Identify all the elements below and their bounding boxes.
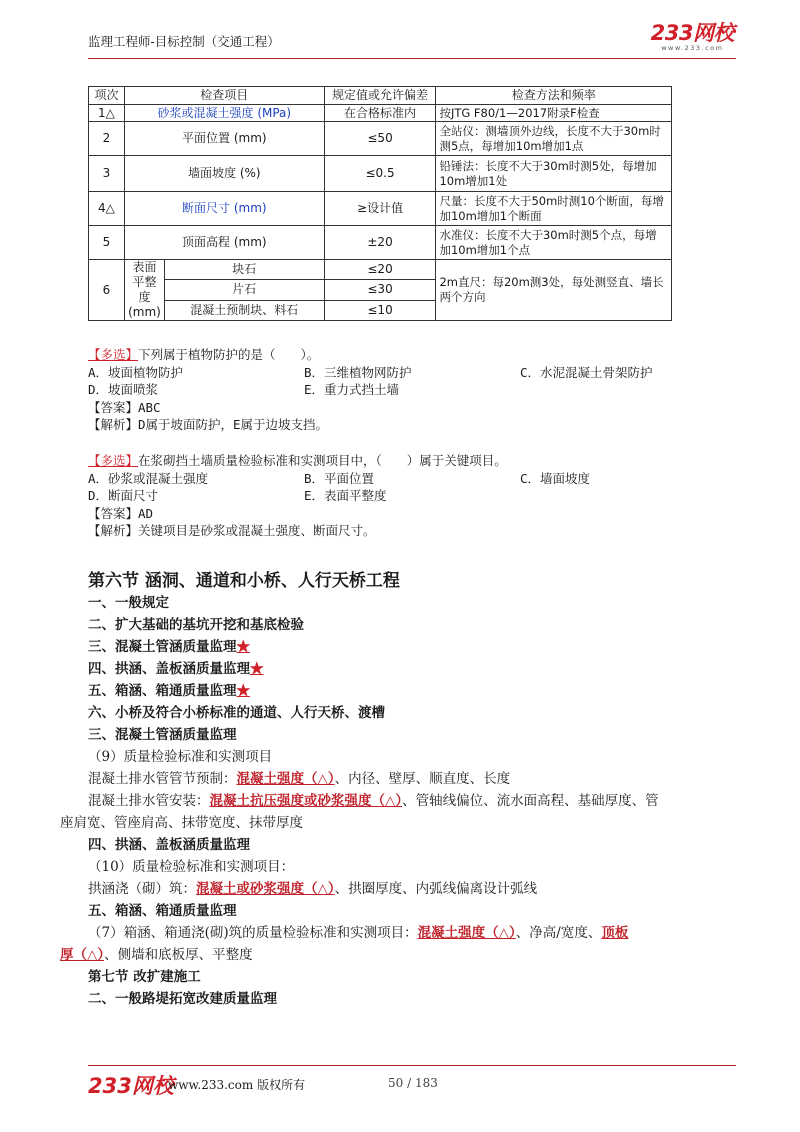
row-number: 2 xyxy=(89,122,125,156)
check-item: 顶面高程 (mm) xyxy=(124,226,324,260)
allowed-value: ≤0.5 xyxy=(324,156,436,192)
paragraph: （7）箱涵、箱通浇(砌)筑的质量检验标准和实测项目：混凝土强度（△）、净高/宽度、顶板 xyxy=(88,925,629,941)
outline-item: 三、混凝土管涵质量监理★ xyxy=(88,639,250,655)
page-header xyxy=(88,20,736,59)
paragraph: 混凝土排水管安装：混凝土抗压强度或砂浆强度（△）、管轴线偏位、流水面高程、基础厚度、管 xyxy=(88,793,659,809)
option-row xyxy=(88,470,736,488)
table-row xyxy=(89,192,672,226)
section-body xyxy=(60,592,748,1010)
question-1 xyxy=(88,346,736,434)
subsection-heading: 五、箱涵、箱通质量监理 xyxy=(88,903,237,919)
table-header: 项次 xyxy=(89,87,125,105)
key-item: 厚（△） xyxy=(60,947,105,963)
check-method: 按JTG F80/1—2017附录F检查 xyxy=(436,105,672,122)
question-stem xyxy=(88,452,736,470)
analysis: 【解析】D属于坡面防护，E属于边坡支挡。 xyxy=(88,417,329,432)
star-icon: ★ xyxy=(236,639,250,655)
allowed-value: ±20 xyxy=(324,226,436,260)
check-method: 水准仪：长度不大于30m时测5个点，每增加10m增加1个点 xyxy=(436,226,672,260)
sub-item: 块石 xyxy=(164,260,324,280)
key-item: 混凝土强度（△） xyxy=(417,925,516,941)
allowed-value: ≤20 xyxy=(324,260,436,280)
paragraph: 座肩宽、管座肩高、抹带宽度、抹带厚度 xyxy=(60,815,303,831)
logo-text: 233网校 xyxy=(650,21,734,45)
section-heading-7: 第七节 改扩建施工 xyxy=(88,969,201,985)
table-header-row xyxy=(89,87,672,105)
table-row xyxy=(89,226,672,260)
footer-copyright: www.233.com 版权所有 xyxy=(168,1078,306,1092)
flatness-group-label: 表面平整度 (mm) xyxy=(124,260,164,321)
row-number: 4△ xyxy=(89,192,125,226)
option-row xyxy=(88,381,736,399)
outline-item: 二、扩大基础的基坑开挖和基底检验 xyxy=(88,617,304,633)
row-number: 5 xyxy=(89,226,125,260)
check-method: 全站仪：测墙顶外边线，长度不大于30m时测5点，每增加10m增加1点 xyxy=(436,122,672,156)
paragraph: （9）质量检验标准和实测项目 xyxy=(88,749,273,765)
question-2 xyxy=(88,452,736,540)
table-row xyxy=(89,122,672,156)
star-icon: ★ xyxy=(236,683,250,699)
option: E．重力式挡土墙 xyxy=(304,382,400,397)
option: D．断面尺寸 xyxy=(88,488,159,503)
answer: 【答案】AD xyxy=(88,505,154,521)
question-text: 在浆砌挡土墙质量检验标准和实测项目中，（ ）属于关键项目。 xyxy=(138,453,507,468)
option: A．砂浆或混凝土强度 xyxy=(88,470,209,486)
table-header: 规定值或允许偏差 xyxy=(324,87,436,105)
option: A．坡面植物防护 xyxy=(88,364,184,380)
answer: 【答案】ABC xyxy=(88,399,161,415)
outline-item: 五、箱涵、箱通质量监理★ xyxy=(88,683,250,699)
check-item: 砂浆或混凝土强度 (MPa) xyxy=(124,105,324,122)
paragraph: 厚（△）、侧墙和底板厚、平整度 xyxy=(60,947,253,963)
outline-item: 二、一般路堤拓宽改建质量监理 xyxy=(88,991,277,1007)
page-footer xyxy=(88,1065,736,1096)
table-header: 检查方法和频率 xyxy=(436,87,672,105)
check-item: 平面位置 (mm) xyxy=(124,122,324,156)
option: E．表面平整度 xyxy=(304,488,387,503)
option: B．平面位置 xyxy=(304,470,375,486)
sub-item: 混凝土预制块、料石 xyxy=(164,300,324,320)
document-title: 监理工程师-目标控制（交通工程） xyxy=(88,34,280,49)
outline-item: 一、一般规定 xyxy=(88,595,169,611)
paragraph: （10）质量检验标准和实测项目： xyxy=(88,859,295,875)
outline-item: 六、小桥及符合小桥标准的通道、人行天桥、渡槽 xyxy=(88,705,385,721)
table-row xyxy=(89,156,672,192)
question-tag: 【多选】 xyxy=(88,453,139,468)
paragraph: 拱涵浇（砌）筑：混凝土或砂浆强度（△）、拱圈厚度、内弧线偏离设计弧线 xyxy=(88,881,538,897)
allowed-value: ≤10 xyxy=(324,300,436,320)
option: C．墙面坡度 xyxy=(520,470,591,486)
star-icon: ★ xyxy=(250,661,264,677)
key-item: 混凝土强度（△） xyxy=(236,771,335,787)
section-heading: 第六节 涵洞、通道和小桥、人行天桥工程 xyxy=(88,571,400,591)
key-item: 顶板 xyxy=(601,925,629,941)
page-number: 50 / 183 xyxy=(388,1076,438,1090)
analysis: 【解析】关键项目是砂浆或混凝土强度、断面尺寸。 xyxy=(88,523,376,538)
row-number: 3 xyxy=(89,156,125,192)
row-number: 1△ xyxy=(89,105,125,122)
check-method: 铅锤法：长度不大于30m时测5处，每增加10m增加1处 xyxy=(436,156,672,192)
sub-item: 片石 xyxy=(164,280,324,300)
key-item: 混凝土抗压强度或砂浆强度（△） xyxy=(209,793,403,809)
table-row xyxy=(89,105,672,122)
question-tag: 【多选】 xyxy=(88,347,139,362)
paragraph: 混凝土排水管管节预制：混凝土强度（△）、内径、壁厚、顺直度、长度 xyxy=(88,771,511,787)
table-row xyxy=(89,260,672,280)
brand-logo xyxy=(651,22,734,52)
check-item: 断面尺寸 (mm) xyxy=(124,192,324,226)
option-row xyxy=(88,364,736,382)
logo-subtext: www.233.com xyxy=(661,44,724,52)
footer-logo: 233网校 xyxy=(88,1074,174,1098)
subsection-heading: 四、拱涵、盖板涵质量监理 xyxy=(88,837,250,853)
table-header: 检查项目 xyxy=(124,87,324,105)
option: C．水泥混凝土骨架防护 xyxy=(520,364,653,380)
option-row xyxy=(88,487,736,505)
check-method: 2m直尺：每20m测3处，每处测竖直、墙长两个方向 xyxy=(436,260,672,321)
allowed-value: ≤30 xyxy=(324,280,436,300)
option: B．三维植物网防护 xyxy=(304,364,412,380)
allowed-value: ≤50 xyxy=(324,122,436,156)
question-stem xyxy=(88,346,736,364)
row-number: 6 xyxy=(89,260,125,321)
check-item: 墙面坡度 (%) xyxy=(124,156,324,192)
option: D．坡面喷浆 xyxy=(88,382,159,397)
allowed-value: 在合格标准内 xyxy=(324,105,436,122)
outline-item: 四、拱涵、盖板涵质量监理★ xyxy=(88,661,264,677)
allowed-value: ≥设计值 xyxy=(324,192,436,226)
question-text: 下列属于植物防护的是（ ）。 xyxy=(138,347,320,362)
key-item: 混凝土或砂浆强度（△） xyxy=(196,881,335,897)
inspection-table xyxy=(88,86,672,321)
subsection-heading: 三、混凝土管涵质量监理 xyxy=(88,727,237,743)
check-method: 尺量：长度不大于50m时测10个断面，每增加10m增加1个断面 xyxy=(436,192,672,226)
